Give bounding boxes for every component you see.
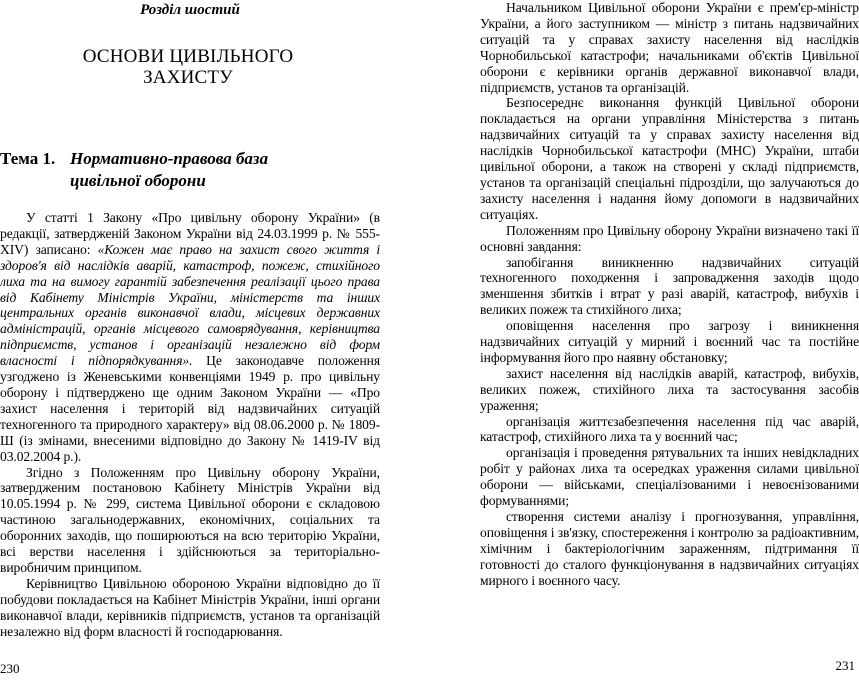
list-item: організація життєзабезпечення населення під час аварій, катастроф, стихійного лиха та у воєнний час; <box>480 413 859 445</box>
paragraph: Безпосереднє виконання функцій Цивільної оборони покладається на органи управління Міністерства з питань надзвичайних ситуацій та у справах захисту населення від наслідків Чорнобильської катастрофи (МНС) України, штаби цивільної оборони, а також на створені у складі підприємств, установ та організацій спеціальні підрозділи, що залучаються до захисту населення і надання йому допомоги в надзвичайних ситуаціях. <box>480 95 859 222</box>
law-quote: «Кожен має право на захист свого життя і здоров'я від наслідків аварій, катастроф, пожеж, стихійного лиха та на вимогу гарантій забезпечення реалізації цього права від Кабінету Міністрів України, міністерств та інших центральних органів виконавчої влади, місцевих державних адміністрацій, органів місцевого самоврядування, керівництва підприємств, установ і організацій незалежно від форм власності і підпорядкування». <box>0 241 380 369</box>
paragraph-intro: У статті 1 Закону «Про цивільну оборону України» (в редакції, затвердженій Законом України від 24.03.1999 р. № 555-XIV) записано: <box>0 210 380 257</box>
right-body-text <box>480 0 859 589</box>
list-item: створення системи аналізу і прогнозування, управління, оповіщення і зв'язку, спостереження і контролю за радіоактивним, хімічним і бактеріологічним зараженням, підтримання її готовності до сталого функціонування в надзвичайних ситуаціях мирного і воєнного часу. <box>480 509 859 588</box>
list-item: оповіщення населення про загрозу і виникнення надзвичайних ситуацій у мирний і воєнний час та постійне інформування його про наявну обстановку; <box>480 318 859 365</box>
chapter-title: ОСНОВИ ЦИВІЛЬНОГО ЗАХИСТУ <box>82 46 294 88</box>
paragraph <box>0 210 380 465</box>
paragraph: Положенням про Цивільну оборону України визначено такі її основні завдання: <box>480 222 859 254</box>
page-number-left: 230 <box>0 661 20 676</box>
list-item: запобігання виникненню надзвичайних ситуацій техногенного походження і запровадження заходів щодо зменшення збитків і втрат у разі аварій, катастроф, вибухів і великих пожеж та стихійного лиха; <box>480 254 859 318</box>
list-item: захист населення від наслідків аварій, катастроф, вибухів, великих пожеж, стихійного лиха та застосування засобів ураження; <box>480 365 859 413</box>
paragraph: Керівництво Цивільною обороною України відповідно до її побудови покладається на Кабінет Міністрів України, інші органи виконавчої влади, керівників підприємств, установ та організацій незалежно від форм власності й господарювання. <box>0 575 380 639</box>
paragraph: Згідно з Положенням про Цивільну оборону України, затвердженим постановою Кабінету Міністрів України від 10.05.1994 р. № 299, система Цивільної оборони є складовою частиною загальнодержавних, економічних, соціальних та оборонних заходів, що поширюються на всю територію України, всі верстви населення і здійснюються за територіально-виробничим принципом. <box>0 464 380 575</box>
section-label: Розділ шостий <box>140 2 240 18</box>
topic-title: Нормативно-правова база цивільної оборони <box>70 149 269 190</box>
right-page <box>480 0 859 680</box>
page-number-right: 231 <box>835 658 855 673</box>
left-body-text <box>0 210 380 639</box>
paragraph-rest: Це законодавче положення узгоджено із Женевськими конвенціями 1949 р. про цивільну оборону і підтверджено ще одним Законом України — «Про захист населення і територій від надзвичайних ситуацій техногенного та природного характеру» від 08.06.2000 р. № 1809-Ш (із змінами, внесеними відповідно до Закону № 1419-IV від 03.02.2004 р.). <box>0 353 380 464</box>
topic-number: Тема 1. <box>0 149 56 168</box>
list-item: організація і проведення рятувальних та інших невідкладних робіт у районах лиха та осередках ураження силами цивільної оборони — військами, спеціалізованими і невоєнізованими формуваннями; <box>480 445 859 509</box>
left-page <box>0 0 380 680</box>
paragraph: Начальником Цивільної оборони України є прем'єр-міністр України, а його заступником — міністр з питань надзвичайних ситуацій та у справах захисту населення від наслідків Чорнобильської катастрофи; начальниками об'єктів Цивільної оборони є керівники органів державної виконавчої влади, підприємств, установ та організацій. <box>480 0 859 95</box>
